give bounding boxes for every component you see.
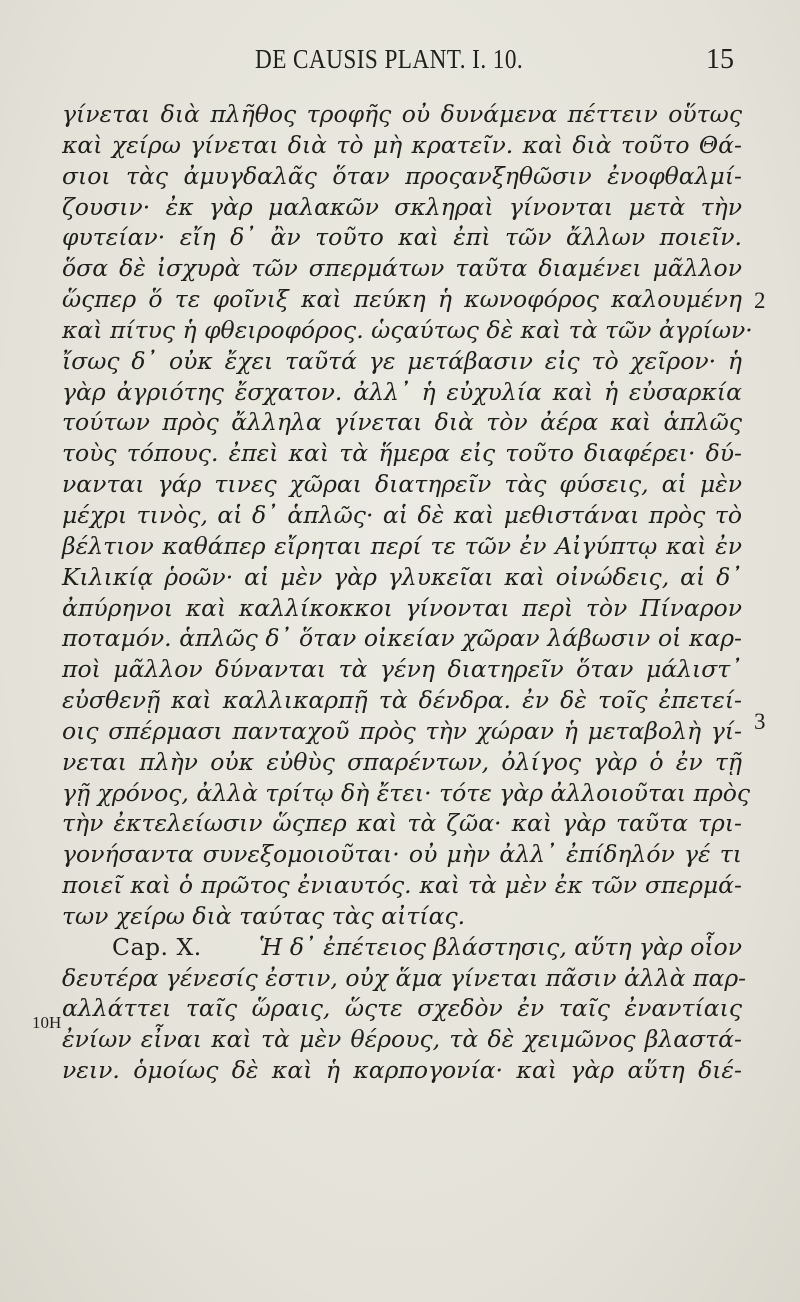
left-margin-marker: 10H [32,1013,62,1032]
text-line: Κιλικίᾳ ῥοῶν· αἱ μὲν γὰρ γλυκεῖαι καὶ οἰνώδεις, αἱ δ᾽ [62,562,742,591]
text-line: σιοι τὰς ἀμυγδαλᾶς ὅταν προςανξηθῶσιν ἐνοφθαλμί- [62,161,742,190]
text-line: γὰρ ἀγριότης ἔσχατον. ἀλλ᾽ ἡ εὐχυλία καὶ ἡ εὐσαρκία [62,377,742,406]
text-line: νανται γάρ τινες χῶραι διατηρεῖν τὰς φύσεις, αἱ μὲν [62,470,742,499]
section-number-2: 2 [754,288,766,313]
text-line: γίνεται διὰ πλῆθος τροφῆς οὐ δυνάμενα πέττειν οὕτως [62,100,742,128]
text-line: καὶ χείρω γίνεται διὰ τὸ μὴ κρατεῖν. καὶ διὰ τοῦτο Θά- [62,130,742,159]
text-line: φυτείαν· εἴη δ᾽ ἂν τοῦτο καὶ ἐπὶ τῶν ἄλλων ποιεῖν. [62,223,742,252]
text-line: τὴν ἐκτελείωσιν ὥςπερ καὶ τὰ ζῶα· καὶ γὰρ ταῦτα τρι- [62,809,742,838]
text-line: γονήσαντα συνεξομοιοῦται· οὐ μὴν ἀλλ᾽ ἐπίδηλόν γέ τι [62,840,742,869]
text-line: βέλτιον καθάπερ εἴρηται περί τε τῶν ἐν Αἰγύπτῳ καὶ ἐν [62,531,742,560]
text-line: τοὺς τόπους. ἐπεὶ καὶ τὰ ἥμερα εἰς τοῦτο διαφέρει· δύ- [62,439,742,468]
page-header [0,44,800,84]
text-line: τούτων πρὸς ἄλληλα γίνεται διὰ τὸν ἀέρα καὶ ἁπλῶς [62,408,742,437]
text-line: ἀπύρηνοι καὶ καλλίκοκκοι γίνονται περὶ τὸν Πίναρον [62,593,742,622]
chapter-heading-line [62,932,742,963]
text-line: ζουσιν· ἐκ γὰρ μαλακῶν σκληραὶ γίνονται μετὰ τὴν [62,192,742,221]
paragraph-last-line: των χείρω διὰ ταύτας τὰς αἰτίας. [62,901,466,930]
page-number: 15 [706,44,734,75]
text-line: ἴσως δ᾽ οὐκ ἔχει ταῦτά γε μετάβασιν εἰς τὸ χεῖρον· ἡ [62,346,742,375]
text-line: μέχρι τινὸς, αἱ δ᾽ ἁπλῶς· αἱ δὲ καὶ μεθιστάναι πρὸς τὸ [62,500,742,529]
chapter-label: Cap. X. [112,932,202,961]
text-line: ἐνίων εἶναι καὶ τὰ μὲν θέρους, τὰ δὲ χειμῶνος βλαστά- [62,1025,742,1054]
text-line: οις σπέρμασι πανταχοῦ πρὸς τὴν χώραν ἡ μεταβολὴ γί- [62,716,742,745]
text-line: ποὶ μᾶλλον δύνανται τὰ γένη διατηρεῖν ὅταν μάλιστ᾽ [62,655,742,684]
greek-text-body [62,99,753,1086]
text-line: νειν. ὁμοίως δὲ καὶ ἡ καρπογονία· καὶ γὰρ αὕτη διέ- [62,1056,742,1085]
text-line: δευτέρα γένεσίς ἐστιν, οὐχ ἅμα γίνεται πᾶσιν ἀλλὰ παρ- [62,963,747,992]
text-line: ποταμόν. ἁπλῶς δ᾽ ὅταν οἰκείαν χῶραν λάβωσιν οἱ καρ- [62,624,742,653]
running-head: DE CAUSIS PLANT. I. 10. [255,44,524,74]
text-line: ὥςπερ ὅ τε φοῖνιξ καὶ πεύκη ἡ κωνοφόρος καλουμένη [62,285,742,314]
text-line: νεται πλὴν οὐκ εὐθὺς σπαρέντων, ὀλίγος γὰρ ὁ ἐν τῇ [62,747,742,776]
text-line: ὅσα δὲ ἰσχυρὰ τῶν σπερμάτων ταῦτα διαμένει μᾶλλον [62,254,742,283]
chapter-first-line: Ἡ δ᾽ ἐπέτειος βλάστησις, αὕτη γὰρ οἷον [259,932,742,961]
text-line: εὐσθενῇ καὶ καλλικαρπῇ τὰ δένδρα. ἐν δὲ τοῖς ἐπετεί- [62,686,742,715]
text-line: αλλάττει ταῖς ὥραις, ὥςτε σχεδὸν ἐν ταῖς ἐναντίαις [62,994,742,1023]
section-number-3: 3 [754,709,766,734]
text-line: ποιεῖ καὶ ὁ πρῶτος ἐνιαυτός. καὶ τὰ μὲν ἐκ τῶν σπερμά- [62,871,742,900]
text-line: γῇ χρόνος, ἀλλὰ τρίτῳ δὴ ἔτει· τότε γὰρ ἀλλοιοῦται πρὸς [62,778,751,807]
text-line: καὶ πίτυς ἡ φθειροφόρος. ὡςαύτως δὲ καὶ τὰ τῶν ἀγρίων· [62,315,753,344]
